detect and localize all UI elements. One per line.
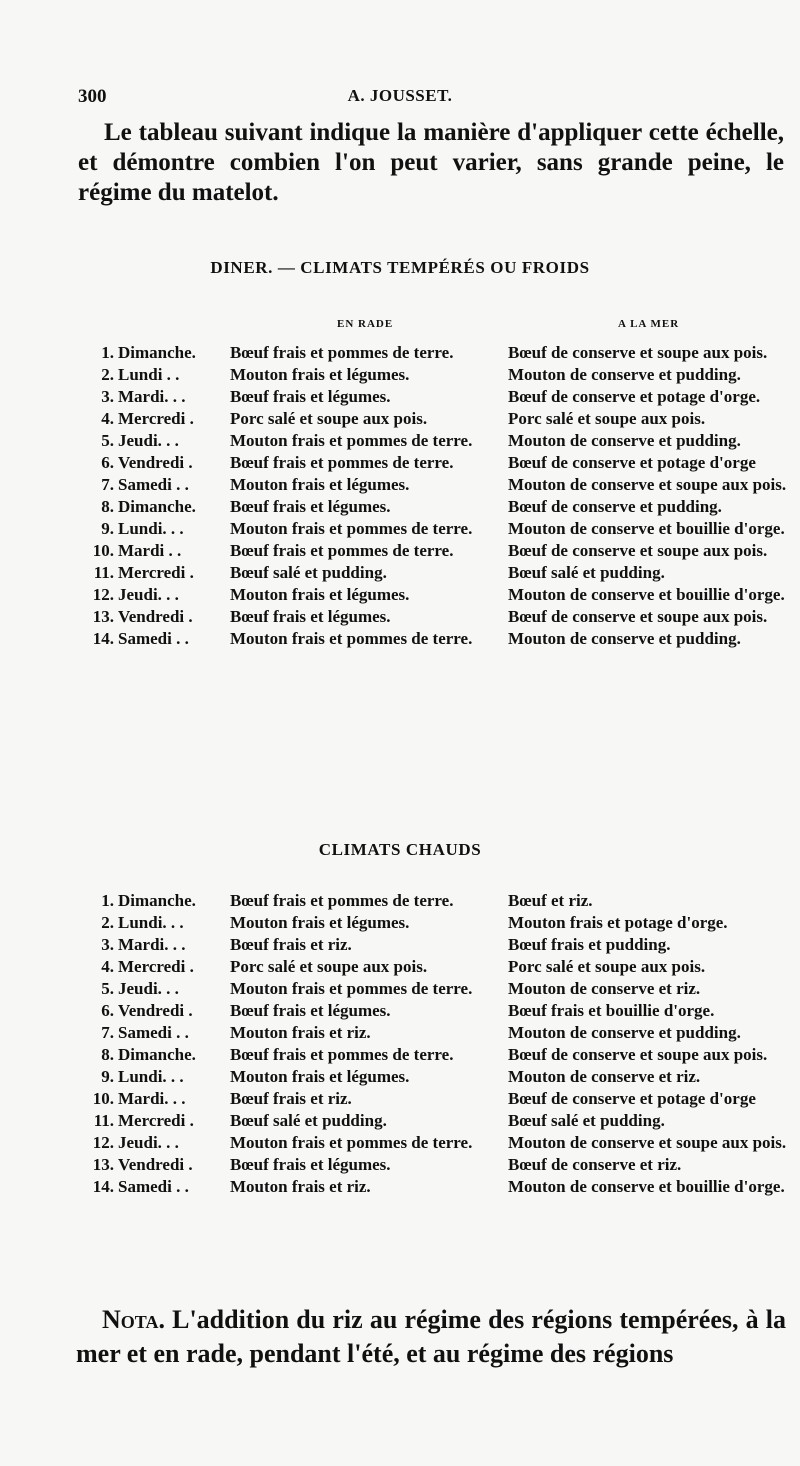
row-a-la-mer: Bœuf de conserve et potage d'orge (508, 1089, 756, 1108)
row-number: 7. (101, 475, 114, 494)
row-day: Vendredi . (118, 453, 193, 472)
row-day: Samedi . . (118, 475, 189, 494)
menu-row (80, 386, 790, 408)
row-day: Samedi . . (118, 1023, 189, 1042)
row-day: Vendredi . (118, 1155, 193, 1174)
row-number: 14. (92, 629, 114, 648)
row-a-la-mer: Mouton de conserve et pudding. (508, 365, 741, 384)
row-en-rade: Bœuf frais et légumes. (230, 1001, 391, 1020)
row-number: 3. (101, 387, 114, 406)
menu-row (80, 562, 790, 584)
row-number: 5. (101, 431, 114, 450)
row-en-rade: Mouton frais et légumes. (230, 585, 410, 604)
row-en-rade: Bœuf frais et pommes de terre. (230, 541, 454, 560)
row-a-la-mer: Mouton de conserve et riz. (508, 979, 701, 998)
menu-row (80, 628, 790, 650)
menu-row (80, 1176, 790, 1198)
menu-row (80, 1154, 790, 1176)
page-number: 300 (78, 86, 107, 107)
row-en-rade: Bœuf frais et légumes. (230, 607, 391, 626)
menu-row (80, 606, 790, 628)
intro-text: Le tableau suivant indique la manière d'appliquer cette échelle, et démontre combien l'on peut varier, sans grande peine, le régime du matelot. (78, 119, 784, 206)
row-number: 6. (101, 1001, 114, 1020)
row-number: 8. (101, 1045, 114, 1064)
row-day: Dimanche. (118, 497, 196, 516)
row-number: 13. (92, 1155, 114, 1174)
row-a-la-mer: Bœuf de conserve et soupe aux pois. (508, 541, 768, 560)
row-number: 12. (92, 585, 114, 604)
row-number: 3. (101, 935, 114, 954)
menu-row (80, 584, 790, 606)
row-number: 9. (101, 519, 114, 538)
row-day: Dimanche. (118, 891, 196, 910)
menu-row (80, 342, 790, 364)
nota-label: Nota. (102, 1305, 165, 1334)
row-en-rade: Mouton frais et pommes de terre. (230, 1133, 473, 1152)
menu-row (80, 496, 790, 518)
row-a-la-mer: Bœuf frais et pudding. (508, 935, 671, 954)
row-number: 6. (101, 453, 114, 472)
row-day: Jeudi. . . (118, 585, 179, 604)
row-number: 12. (92, 1133, 114, 1152)
row-number: 2. (101, 365, 114, 384)
row-day: Mercredi . (118, 957, 194, 976)
menu-row (80, 364, 790, 386)
row-en-rade: Mouton frais et riz. (230, 1177, 371, 1196)
temperate-section-title: DINER. — CLIMATS TEMPÉRÉS OU FROIDS (210, 258, 590, 277)
row-number: 8. (101, 497, 114, 516)
row-en-rade: Mouton frais et légumes. (230, 913, 410, 932)
row-day: Jeudi. . . (118, 1133, 179, 1152)
row-number: 10. (92, 541, 114, 560)
row-a-la-mer: Mouton de conserve et pudding. (508, 1023, 741, 1042)
row-en-rade: Mouton frais et riz. (230, 1023, 371, 1042)
row-en-rade: Bœuf frais et légumes. (230, 1155, 391, 1174)
row-a-la-mer: Bœuf salé et pudding. (508, 1111, 665, 1130)
row-number: 4. (101, 957, 114, 976)
row-number: 11. (93, 1111, 114, 1130)
row-day: Mercredi . (118, 409, 194, 428)
row-number: 4. (101, 409, 114, 428)
row-a-la-mer: Bœuf de conserve et potage d'orge. (508, 387, 761, 406)
row-day: Mercredi . (118, 563, 194, 582)
row-a-la-mer: Bœuf de conserve et pudding. (508, 497, 722, 516)
row-en-rade: Bœuf frais et pommes de terre. (230, 453, 454, 472)
menu-row (80, 912, 790, 934)
menu-row (80, 430, 790, 452)
row-a-la-mer: Mouton de conserve et soupe aux pois. (508, 1133, 787, 1152)
row-day: Vendredi . (118, 1001, 193, 1020)
row-en-rade: Mouton frais et pommes de terre. (230, 629, 473, 648)
row-en-rade: Bœuf frais et légumes. (230, 497, 391, 516)
row-a-la-mer: Bœuf salé et pudding. (508, 563, 665, 582)
menu-row (80, 956, 790, 978)
hot-section-title: CLIMATS CHAUDS (318, 840, 482, 859)
nota-body: L'addition du riz au régime des régions tempérées, à la mer et en rade, pendant l'été, et au régime des régions (76, 1305, 786, 1368)
row-a-la-mer: Mouton de conserve et soupe aux pois. (508, 475, 787, 494)
row-day: Jeudi. . . (118, 979, 179, 998)
column-header-a-la-mer: A LA MER (618, 318, 680, 330)
row-day: Mercredi . (118, 1111, 194, 1130)
menu-row (80, 1110, 790, 1132)
row-a-la-mer: Mouton de conserve et bouillie d'orge. (508, 519, 785, 538)
nota-text (76, 1303, 786, 1371)
row-day: Mardi. . . (118, 387, 186, 406)
temperate-menu-table (80, 342, 790, 650)
menu-row (80, 1000, 790, 1022)
row-day: Jeudi. . . (118, 431, 179, 450)
row-en-rade: Mouton frais et légumes. (230, 365, 410, 384)
row-en-rade: Mouton frais et légumes. (230, 475, 410, 494)
row-a-la-mer: Mouton de conserve et pudding. (508, 431, 741, 450)
row-a-la-mer: Porc salé et soupe aux pois. (508, 409, 706, 428)
row-day: Lundi. . . (118, 1067, 184, 1086)
row-a-la-mer: Mouton de conserve et bouillie d'orge. (508, 1177, 785, 1196)
row-en-rade: Porc salé et soupe aux pois. (230, 957, 428, 976)
row-number: 2. (101, 913, 114, 932)
row-a-la-mer: Bœuf de conserve et soupe aux pois. (508, 343, 768, 362)
menu-row (80, 518, 790, 540)
row-en-rade: Bœuf frais et riz. (230, 935, 352, 954)
row-en-rade: Bœuf frais et pommes de terre. (230, 343, 454, 362)
row-day: Samedi . . (118, 1177, 189, 1196)
row-number: 11. (93, 563, 114, 582)
menu-row (80, 1022, 790, 1044)
menu-row (80, 1044, 790, 1066)
row-en-rade: Bœuf frais et pommes de terre. (230, 891, 454, 910)
menu-row (80, 474, 790, 496)
row-a-la-mer: Mouton frais et potage d'orge. (508, 913, 728, 932)
row-number: 10. (92, 1089, 114, 1108)
row-a-la-mer: Bœuf de conserve et soupe aux pois. (508, 1045, 768, 1064)
intro-paragraph (78, 118, 784, 208)
row-day: Mardi . . (118, 541, 182, 560)
menu-row (80, 934, 790, 956)
row-a-la-mer: Mouton de conserve et riz. (508, 1067, 701, 1086)
menu-row (80, 1132, 790, 1154)
row-number: 5. (101, 979, 114, 998)
hot-menu-table (80, 890, 790, 1198)
nota-paragraph (76, 1303, 786, 1371)
menu-row (80, 890, 790, 912)
row-en-rade: Bœuf salé et pudding. (230, 563, 387, 582)
row-day: Samedi . . (118, 629, 189, 648)
row-a-la-mer: Bœuf de conserve et potage d'orge (508, 453, 756, 472)
row-a-la-mer: Mouton de conserve et pudding. (508, 629, 741, 648)
row-number: 7. (101, 1023, 114, 1042)
menu-row (80, 1088, 790, 1110)
menu-row (80, 978, 790, 1000)
row-day: Lundi. . . (118, 913, 184, 932)
running-title: A. JOUSSET. (347, 86, 453, 105)
row-en-rade: Bœuf salé et pudding. (230, 1111, 387, 1130)
menu-row (80, 1066, 790, 1088)
row-a-la-mer: Bœuf et riz. (508, 891, 593, 910)
row-a-la-mer: Porc salé et soupe aux pois. (508, 957, 706, 976)
row-day: Lundi . . (118, 365, 180, 384)
row-a-la-mer: Bœuf frais et bouillie d'orge. (508, 1001, 715, 1020)
row-day: Lundi. . . (118, 519, 184, 538)
row-en-rade: Bœuf frais et riz. (230, 1089, 352, 1108)
row-en-rade: Mouton frais et pommes de terre. (230, 519, 473, 538)
menu-row (80, 452, 790, 474)
row-a-la-mer: Bœuf de conserve et riz. (508, 1155, 682, 1174)
row-day: Mardi. . . (118, 935, 186, 954)
row-number: 1. (101, 891, 114, 910)
row-number: 1. (101, 343, 114, 362)
row-en-rade: Bœuf frais et pommes de terre. (230, 1045, 454, 1064)
row-en-rade: Bœuf frais et légumes. (230, 387, 391, 406)
row-en-rade: Mouton frais et pommes de terre. (230, 431, 473, 450)
row-number: 14. (92, 1177, 114, 1196)
row-day: Mardi. . . (118, 1089, 186, 1108)
row-a-la-mer: Mouton de conserve et bouillie d'orge. (508, 585, 785, 604)
row-number: 13. (92, 607, 114, 626)
row-en-rade: Mouton frais et pommes de terre. (230, 979, 473, 998)
menu-row (80, 540, 790, 562)
row-en-rade: Porc salé et soupe aux pois. (230, 409, 428, 428)
row-a-la-mer: Bœuf de conserve et soupe aux pois. (508, 607, 768, 626)
row-en-rade: Mouton frais et légumes. (230, 1067, 410, 1086)
menu-row (80, 408, 790, 430)
row-number: 9. (101, 1067, 114, 1086)
row-day: Vendredi . (118, 607, 193, 626)
column-header-en-rade: EN RADE (337, 318, 394, 330)
row-day: Dimanche. (118, 1045, 196, 1064)
row-day: Dimanche. (118, 343, 196, 362)
